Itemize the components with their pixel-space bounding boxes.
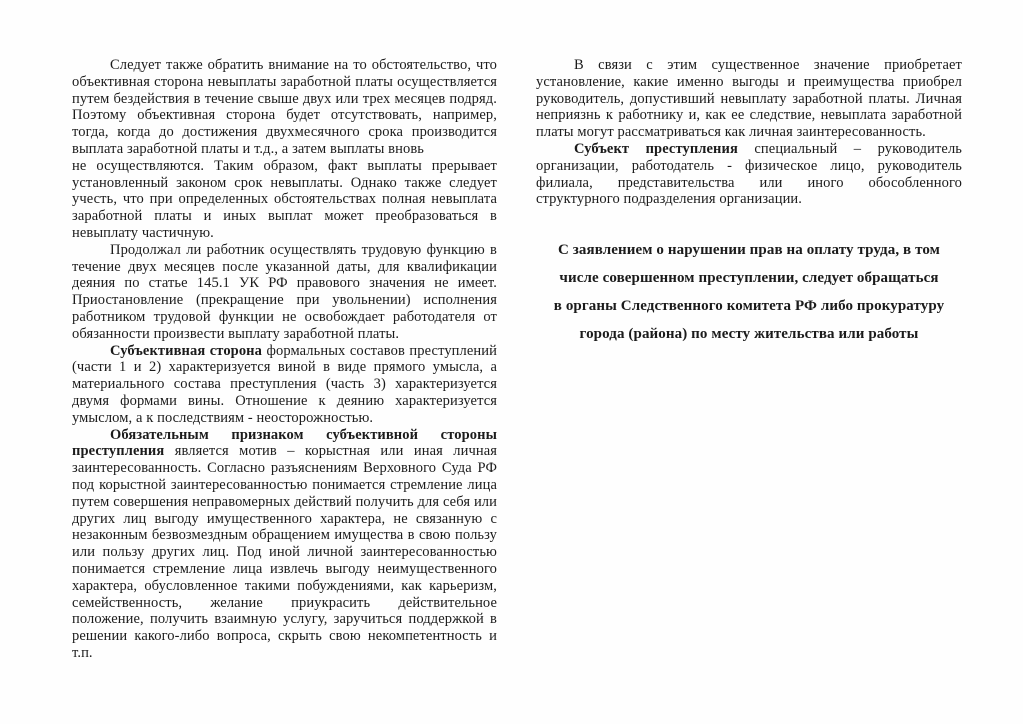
- paragraph: [72, 57, 497, 158]
- text-run: специальный – руководитель организации, работодатель - физическое лицо, руководитель филиала, представительства или иного обособленного структурного подразделения организации.: [536, 140, 962, 208]
- text-run: формальных составов преступлений (части 1 и 2) характеризуется виной в виде прямого умысла, а материального состава преступления (часть 3) характеризуется двумя формами вины. Отношение к деянию характеризуется умыслом, а к последствиям - неосторожностью.: [72, 342, 497, 426]
- text-run: Следует также обратить внимание на то обстоятельство, что объективная сторона невыплаты заработной платы осуществляется путем бездействия в течение свыше двух или трех месяцев подряд. Поэтому объективная сторона будет отсутствовать, например, тогда, когда до достижения двухмесячного срока производится выплата заработной платы и т.д., а затем выплаты вновь: [72, 57, 497, 157]
- paragraph: [536, 57, 962, 141]
- bold-lead: Субъект преступления: [574, 140, 738, 157]
- right-column: [536, 57, 962, 348]
- notice-line: города (района) по месту жительства или работы: [579, 326, 919, 343]
- notice-line: числе совершенном преступлении, следует обращаться: [559, 270, 939, 287]
- bold-lead: Обязательным признаком субъективной стороны преступления: [72, 426, 497, 460]
- bold-lead: Субъективная сторона: [110, 342, 262, 359]
- paragraph: [72, 343, 497, 427]
- paragraph: [72, 158, 497, 242]
- text-run: является мотив – корыстная или иная личная заинтересованность. Согласно разъяснениям Верховного Суда РФ под корыстной заинтересованностью понимается стремление лица путем совершения неправомерных действий получить для себя или других лиц выгоду имущественного характера, не связанную с незаконным безвозмездным обращением имущества в свою пользу или пользу других лиц. Под иной личной заинтересованностью понимается стремление лица извлечь выгоду неимущественного характера, обусловленное такими побуждениями, как карьеризм, семейственность, желание приукрасить действительное положение, получить взаимную услугу, заручиться поддержкой в решении какого-либо вопроса, скрыть свою некомпетентность и т.п.: [72, 443, 497, 661]
- left-column: [72, 57, 497, 662]
- paragraph: [536, 141, 962, 208]
- paragraph: [72, 427, 497, 662]
- notice-line: в органы Следственного комитета РФ либо прокуратуру: [553, 298, 945, 315]
- notice-block: [536, 236, 962, 348]
- paragraph: [72, 242, 497, 343]
- notice-line: С заявлением о нарушении прав на оплату труда, в том: [558, 242, 940, 259]
- text-run: В связи с этим существенное значение приобретает установление, какие именно выгоды и преимущества приобрел руководитель, допустивший невыплату заработной платы. Личная неприязнь к работнику и, как ее следствие, невыплата заработной платы могут рассматриваться как личная заинтересованность.: [536, 57, 962, 141]
- text-run: Продолжал ли работник осуществлять трудовую функцию в течение двух месяцев после указанной даты, для квалификации деяния по статье 145.1 УК РФ правового значения не имеет. Приостановление (прекращение при увольнении) исполнения работником трудовой функции не освобождает работодателя от обязанности произвести выплату заработной платы.: [72, 241, 497, 342]
- text-run: не осуществляются. Таким образом, факт выплаты прерывает установленный законом срок невыплаты. Однако также следует учесть, что при определенных обстоятельствах полная невыплата заработной платы и иных выплат может преобразоваться в невыплату частичную.: [72, 157, 497, 241]
